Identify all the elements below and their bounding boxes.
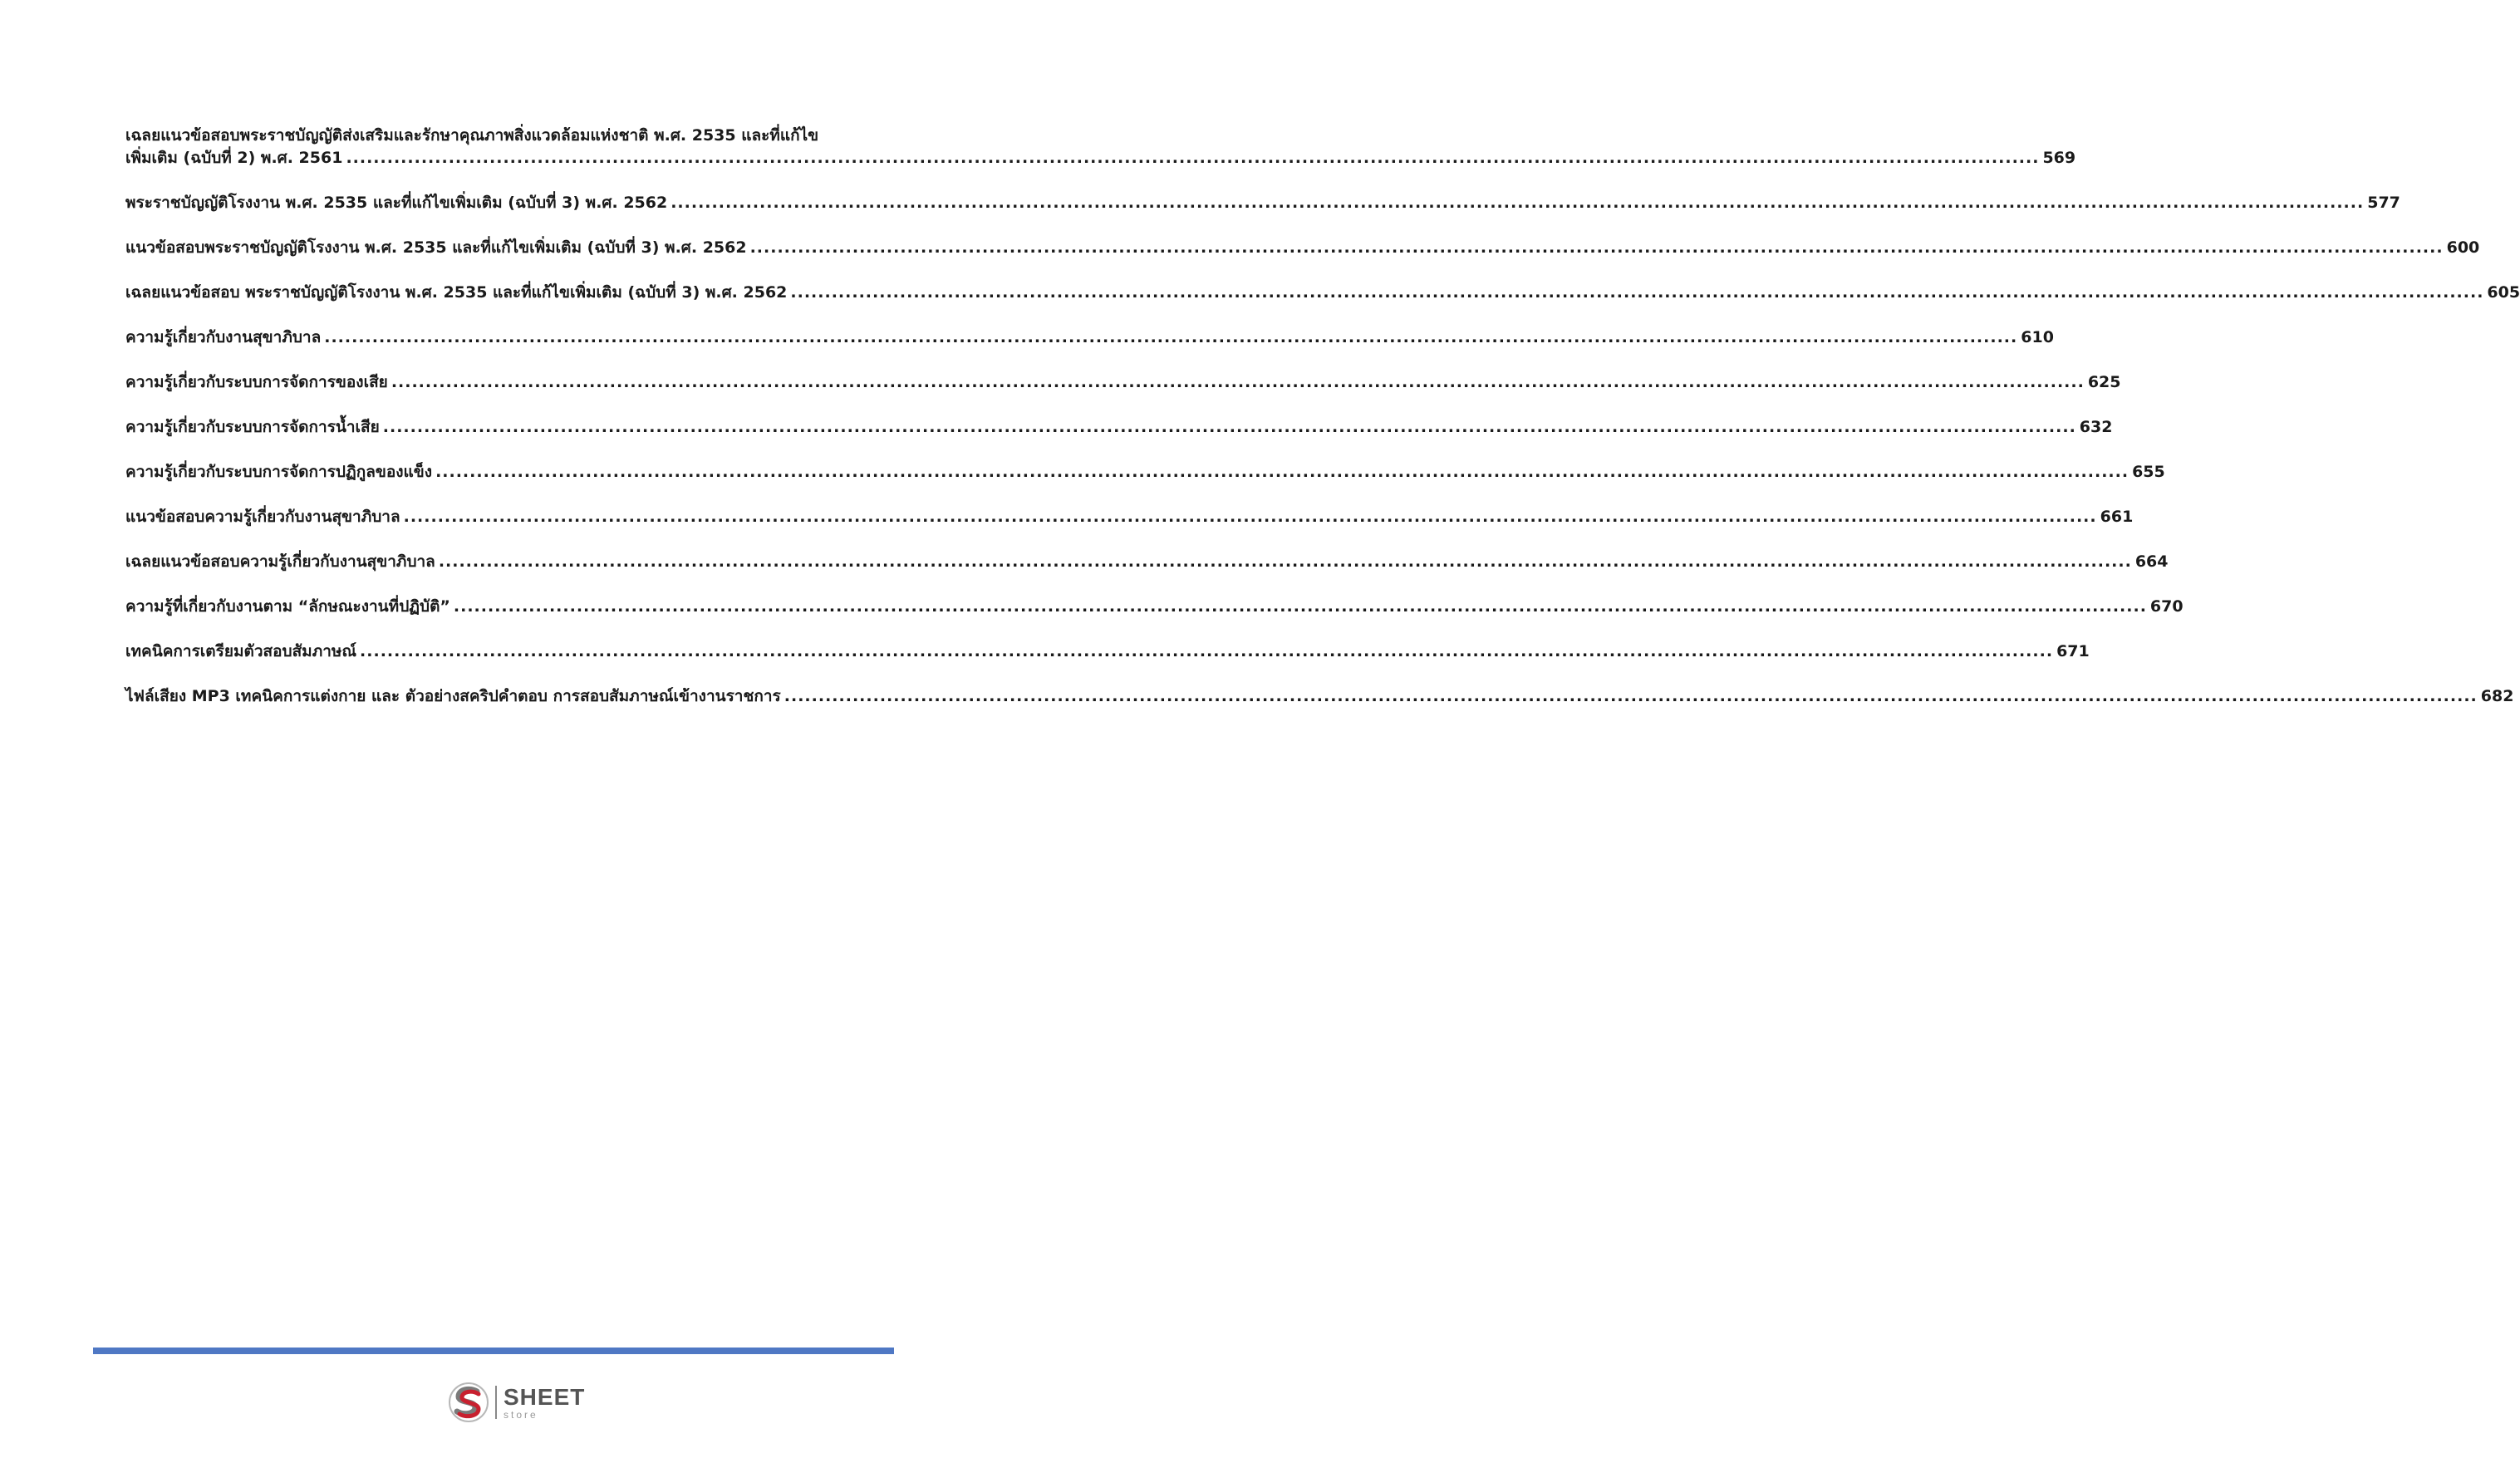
sheet-store-s-icon	[447, 1381, 490, 1424]
toc-entry-title: ความรู้ที่เกี่ยวกับงานตาม “ลักษณะงานที่ปฏิบัติ”	[125, 597, 450, 616]
dot-leader	[391, 371, 2085, 394]
toc-entry-page-number: 661	[2100, 508, 2134, 526]
toc-entry-page-number: 632	[2079, 418, 2113, 436]
toc-entry-title: ความรู้เกี่ยวกับระบบการจัดการปฏิกูลของแข็ง	[125, 463, 433, 481]
toc-entry-title: เฉลยแนวข้อสอบความรู้เกี่ยวกับงานสุขาภิบาล	[125, 552, 435, 571]
dot-leader	[324, 326, 2017, 349]
toc-entry-page-number: 569	[2042, 149, 2076, 167]
toc-entry-line	[125, 371, 2121, 394]
dot-leader	[439, 551, 2132, 573]
toc-entry-page-number: 682	[2480, 687, 2514, 705]
toc-entry[interactable]	[125, 326, 2054, 349]
toc-entry-page-number: 670	[2149, 597, 2184, 616]
toc-entry-line	[125, 326, 2054, 349]
toc-entry[interactable]	[125, 685, 2514, 708]
toc-entry-title: แนวข้อสอบพระราชบัญญัติโรงงาน พ.ศ. 2535 และที่แก้ไขเพิ่มเติม (ฉบับที่ 3) พ.ศ. 2562	[125, 238, 747, 257]
toc-entry-line	[125, 641, 2090, 663]
toc-entry-title: เฉลยแนวข้อสอบ พระราชบัญญัติโรงงาน พ.ศ. 2535 และที่แก้ไขเพิ่มเติม (ฉบับที่ 3) พ.ศ. 2562	[125, 283, 788, 302]
toc-entry[interactable]	[125, 237, 2480, 259]
toc-entry[interactable]	[125, 371, 2121, 394]
toc-entry[interactable]	[125, 461, 2165, 484]
toc-entry-title: แนวข้อสอบความรู้เกี่ยวกับงานสุขาภิบาล	[125, 508, 400, 526]
toc-entry-line	[125, 506, 2134, 528]
toc-entry-page-number: 655	[2132, 463, 2165, 481]
toc-entry[interactable]	[125, 506, 2134, 528]
toc-entry[interactable]	[125, 282, 2520, 304]
toc-entry-line	[125, 416, 2113, 439]
logo-text	[504, 1383, 586, 1421]
toc-entry-page-number: 605	[2487, 283, 2520, 302]
logo-brand: SHEET	[504, 1383, 586, 1410]
logo-sub: store	[504, 1408, 538, 1421]
dot-leader	[784, 685, 2478, 708]
toc-entry-page-number: 625	[2087, 373, 2121, 391]
footer-logo	[447, 1381, 585, 1424]
toc-entry-title: เทคนิคการเตรียมตัวสอบสัมภาษณ์	[125, 642, 357, 660]
dot-leader	[346, 147, 2039, 169]
toc-entry[interactable]	[125, 551, 2169, 573]
dot-leader	[360, 641, 2053, 663]
toc-entry-page-number: 577	[2367, 194, 2400, 212]
toc-entry-line	[125, 192, 2400, 214]
toc-entry-title: ไฟล์เสียง MP3 เทคนิคการแต่งกาย และ ตัวอย่างสคริปคำตอบ การสอบสัมภาษณ์เข้างานราชการ	[125, 687, 781, 705]
dot-leader	[671, 192, 2364, 214]
toc-entry-line	[125, 282, 2520, 304]
toc-entry-page-number: 600	[2446, 238, 2480, 257]
toc-entry[interactable]	[125, 641, 2090, 663]
toc-entry-line	[125, 685, 2514, 708]
toc-entry[interactable]	[125, 125, 2076, 169]
toc-entry-page-number: 664	[2134, 552, 2169, 571]
toc-entry-title: เพิ่มเติม (ฉบับที่ 2) พ.ศ. 2561	[125, 149, 343, 167]
logo-divider	[495, 1386, 497, 1419]
toc-entry-title-line1: เฉลยแนวข้อสอบพระราชบัญญัติส่งเสริมและรักษาคุณภาพสิ่งแวดล้อมแห่งชาติ พ.ศ. 2535 และที่แก้ไข	[125, 126, 819, 145]
footer-rule	[93, 1348, 894, 1354]
dot-leader	[435, 461, 2129, 484]
toc-entry-page-number: 671	[2056, 642, 2090, 660]
table-of-contents	[125, 125, 2520, 730]
toc-entry-page-number: 610	[2021, 328, 2054, 346]
toc-entry[interactable]	[125, 192, 2400, 214]
dot-leader	[750, 237, 2444, 259]
toc-entry-line	[125, 596, 2184, 618]
toc-entry-line	[125, 461, 2165, 484]
toc-entry-line	[125, 551, 2169, 573]
dot-leader	[383, 416, 2076, 439]
toc-entry-line	[125, 237, 2480, 259]
toc-entry[interactable]	[125, 416, 2113, 439]
dot-leader	[454, 596, 2147, 618]
toc-entry-title: ความรู้เกี่ยวกับระบบการจัดการน้ำเสีย	[125, 418, 380, 436]
toc-entry-title: ความรู้เกี่ยวกับระบบการจัดการของเสีย	[125, 373, 388, 391]
toc-entry-line	[125, 147, 2076, 169]
dot-leader	[404, 506, 2097, 528]
toc-entry-title: ความรู้เกี่ยวกับงานสุขาภิบาล	[125, 328, 322, 346]
toc-entry-title: พระราชบัญญัติโรงงาน พ.ศ. 2535 และที่แก้ไขเพิ่มเติม (ฉบับที่ 3) พ.ศ. 2562	[125, 194, 668, 212]
toc-entry[interactable]	[125, 596, 2184, 618]
dot-leader	[790, 282, 2483, 304]
